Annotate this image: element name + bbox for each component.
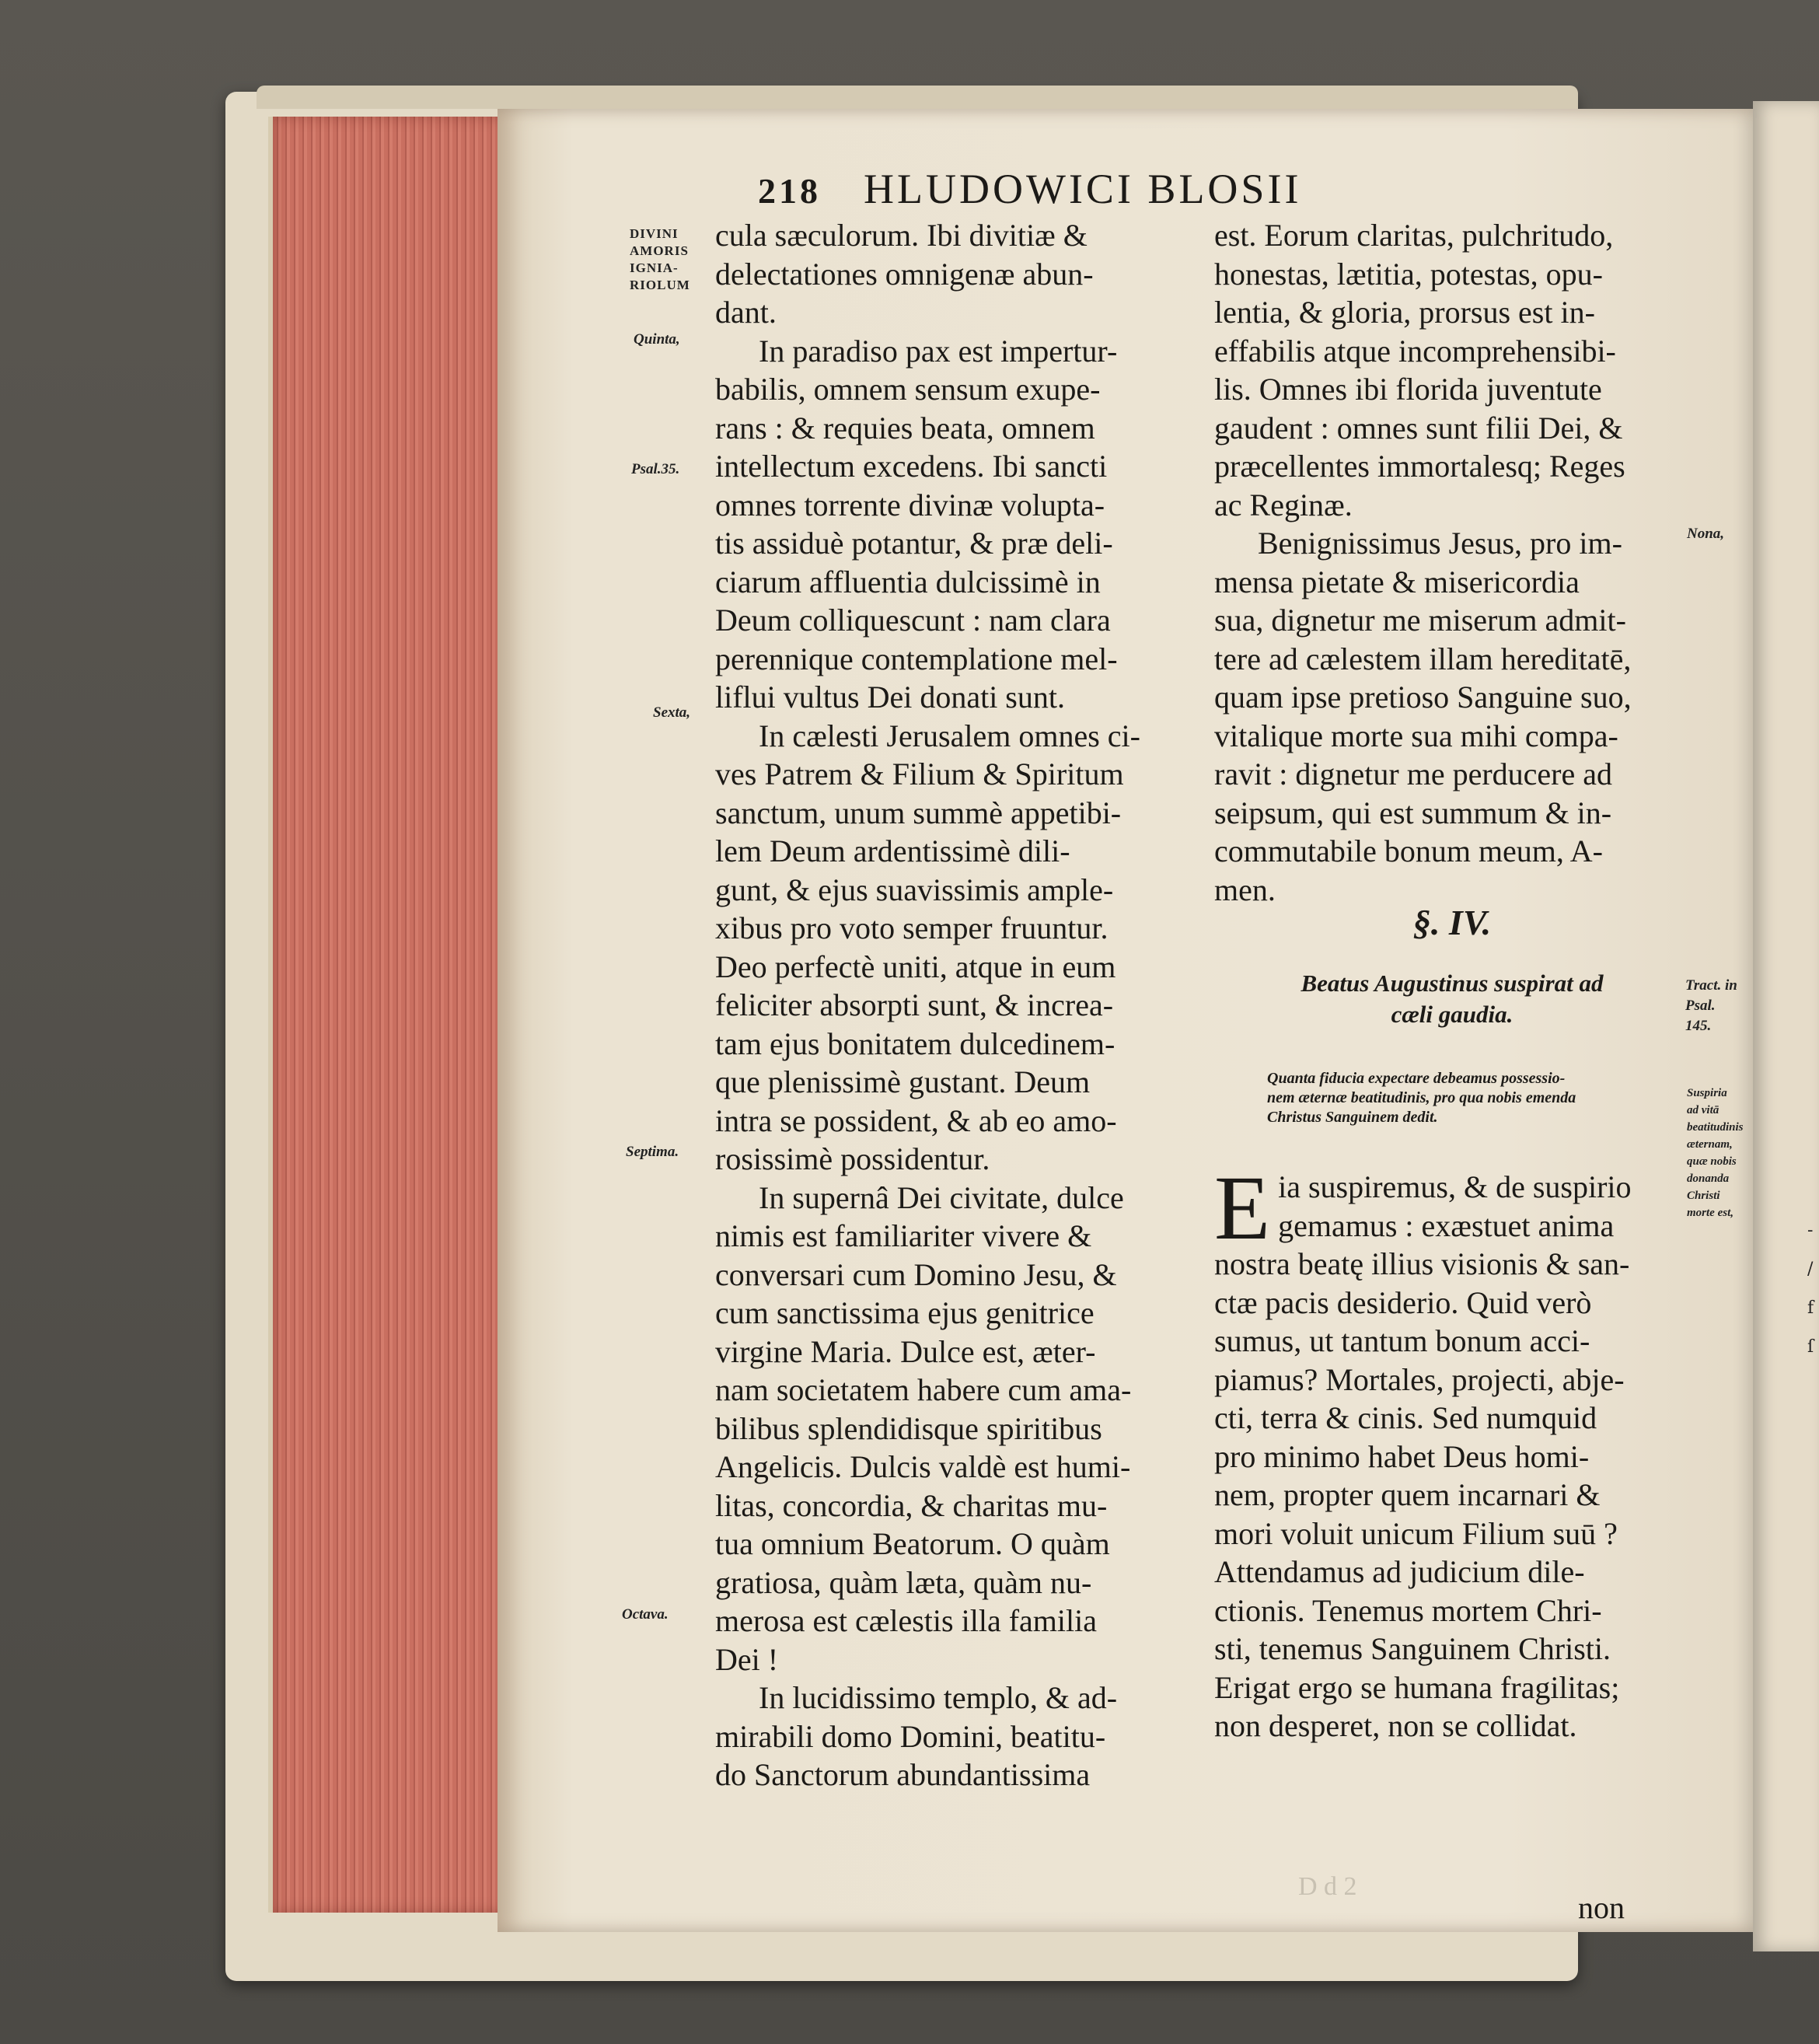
summary-line: nem æternæ beatitudinis, pro qua nobis emenda — [1267, 1089, 1576, 1106]
catchword: non — [1578, 1890, 1625, 1925]
page-number: 218 — [758, 171, 821, 211]
drop-cap: E — [1214, 1168, 1271, 1245]
margin-note-nona: Nona, — [1687, 526, 1725, 542]
text-line: mori voluit unicum Filium suū ? — [1214, 1515, 1618, 1551]
text-line: Deum colliquescunt : nam clara — [715, 603, 1111, 638]
margin-note-quinta: Quinta, — [634, 331, 680, 348]
text-line: tis assiduè potantur, & præ deli- — [715, 526, 1113, 561]
gloss-line: IGNIA- — [630, 260, 679, 275]
text-line: cum sanctissima ejus genitrice — [715, 1295, 1095, 1330]
text-line: rosissimè possidentur. — [715, 1141, 990, 1176]
section-summary — [1267, 1069, 1702, 1127]
text-line: sanctum, unum summè appetibi- — [715, 795, 1122, 830]
gloss-line: DIVINI — [630, 226, 679, 241]
text-line: ciarum affluentia dulcissimè in — [715, 564, 1101, 599]
binding-top-edge — [257, 86, 1578, 109]
facing-page-fragment: - — [1807, 1221, 1814, 1240]
subheading-line: Beatus Augustinus suspirat ad — [1301, 970, 1604, 997]
text-line: mirabili domo Domini, beatitu- — [715, 1718, 1106, 1754]
dropcap-paragraph-start — [1214, 1168, 1690, 1245]
text-line: merosa est cælestis illa familia — [715, 1603, 1097, 1638]
right-column-top — [1214, 216, 1690, 909]
text-line: effabilis atque incomprehensibi- — [1214, 333, 1616, 369]
text-line: pro minimo habet Deus homi- — [1214, 1438, 1590, 1474]
text-line: Deo perfectè uniti, atque in eum — [715, 949, 1116, 984]
text-line: ravit : dignetur me perducere ad — [1214, 756, 1612, 791]
text-line: nam societatem habere cum ama- — [715, 1372, 1132, 1407]
text-line: piamus? Mortales, projecti, abje- — [1214, 1361, 1625, 1397]
text-line: vitalique morte sua mihi compa- — [1214, 718, 1618, 753]
text-line: Attendamus ad judicium dile- — [1214, 1554, 1585, 1589]
facing-page-edge — [1753, 101, 1819, 1951]
text-line: Benignissimus Jesus, pro im- — [1258, 526, 1622, 561]
text-line: In supernâ Dei civitate, dulce — [759, 1179, 1124, 1215]
text-line: lentia, & gloria, prorsus est in- — [1214, 295, 1595, 330]
section-heading: §. IV. — [1412, 903, 1492, 942]
text-line: Angelicis. Dulcis valdè est humi- — [715, 1449, 1131, 1484]
text-line: honestas, lætitia, potestas, opu- — [1214, 256, 1603, 292]
text-line: non desperet, non se collidat. — [1214, 1708, 1577, 1743]
bleed-through-signature: D d 2 — [1298, 1872, 1357, 1901]
left-gloss — [630, 225, 690, 294]
text-line: tam ejus bonitatem dulcedinem- — [715, 1025, 1115, 1061]
text-line: lem Deum ardentissimè dili- — [715, 833, 1070, 868]
facing-page-fragment: ſ — [1807, 1337, 1814, 1357]
text-line: delectationes omnigenæ abun- — [715, 256, 1094, 292]
subheading-line: cæli gaudia. — [1391, 1001, 1514, 1028]
text-line: ctæ pacis desiderio. Quid verò — [1214, 1284, 1592, 1320]
text-line: Dei ! — [715, 1641, 779, 1677]
text-line: sumus, ut tantum bonum acci- — [1214, 1323, 1590, 1358]
summary-line: Christus Sanguinem dedit. — [1267, 1109, 1438, 1126]
text-line: men. — [1214, 872, 1276, 907]
section-subheading — [1214, 968, 1690, 1030]
text-line: conversari cum Domino Jesu, & — [715, 1256, 1117, 1292]
text-line: tua omnium Beatorum. O quàm — [715, 1526, 1110, 1561]
text-line: lis. Omnes ibi florida juventute — [1214, 372, 1602, 407]
text-line: xibus pro voto semper fruuntur. — [715, 910, 1109, 945]
text-line: do Sanctorum abundantissima — [715, 1757, 1091, 1792]
text-line: seipsum, qui est summum & in- — [1214, 795, 1612, 830]
right-column-bottom — [1214, 1168, 1690, 1745]
margin-note-septima: Septima. — [626, 1144, 679, 1160]
text-line: cula sæculorum. Ibi divitiæ & — [715, 218, 1088, 253]
running-header — [758, 165, 1301, 213]
text-line: omnes torrente divinæ volupta- — [715, 487, 1105, 522]
left-column — [715, 216, 1191, 1794]
text-line: cti, terra & cinis. Sed numquid — [1214, 1400, 1597, 1435]
text-line: intellectum excedens. Ibi sancti — [715, 449, 1108, 484]
text-line: rans : & requies beata, omnem — [715, 410, 1095, 445]
text-line: est. Eorum claritas, pulchritudo, — [1214, 218, 1614, 253]
facing-page-fragment: / — [1807, 1260, 1814, 1279]
text-line: gemamus : exæstuet anima — [1278, 1207, 1615, 1243]
text-line: gratiosa, quàm læta, quàm nu- — [715, 1564, 1092, 1600]
text-line: præcellentes immortalesq; Reges — [1214, 449, 1625, 484]
text-line: quam ipse pretioso Sanguine suo, — [1214, 680, 1632, 715]
text-line: feliciter absorpti sunt, & increa- — [715, 987, 1114, 1022]
margin-note-tract: Tract. in Psal. 145. — [1685, 977, 1737, 1034]
text-line: liflui vultus Dei donati sunt. — [715, 680, 1065, 715]
gloss-line: RIOLUM — [630, 278, 690, 292]
text-line: gaudent : omnes sunt filii Dei, & — [1214, 410, 1623, 445]
text-line: tere ad cælestem illam hereditatē, — [1214, 641, 1632, 676]
facing-page-fragment: f — [1807, 1298, 1814, 1318]
text-line: que plenissimè gustant. Deum — [715, 1064, 1091, 1099]
margin-note-suspiria: Suspiria ad vitā beatitudinis æternam, quæ nobis donanda Christi morte est, — [1687, 1087, 1744, 1219]
page-edges-red — [268, 117, 506, 1913]
text-line: virgine Maria. Dulce est, æter- — [715, 1333, 1096, 1369]
text-line: dant. — [715, 295, 777, 330]
text-line: ac Reginæ. — [1214, 487, 1353, 522]
text-line: intra se possident, & ab eo amo- — [715, 1102, 1117, 1138]
running-title: HLUDOWICI BLOSII — [864, 166, 1302, 212]
summary-line: Quanta fiducia expectare debeamus possessio- — [1267, 1070, 1566, 1087]
text-line: nostra beatę illius visionis & san- — [1214, 1246, 1630, 1281]
margin-note-sexta: Sexta, — [653, 704, 691, 721]
text-line: bilibus splendidisque spiritibus — [715, 1410, 1102, 1446]
text-line: mensa pietate & misericordia — [1214, 564, 1580, 599]
text-line: nem, propter quem incarnari & — [1214, 1477, 1601, 1512]
text-line: litas, concordia, & charitas mu- — [715, 1487, 1108, 1523]
margin-note-psalm: Psal.35. — [631, 461, 680, 477]
text-line: In cælesti Jerusalem omnes ci- — [759, 718, 1140, 753]
text-line: nimis est familiariter vivere & — [715, 1218, 1092, 1253]
text-line: In paradiso pax est impertur- — [759, 333, 1118, 369]
text-line: babilis, omnem sensum exupe- — [715, 372, 1101, 407]
text-line: ves Patrem & Filium & Spiritum — [715, 756, 1124, 791]
text-line: Erigat ergo se humana fragilitas; — [1214, 1669, 1620, 1705]
text-line: commutabile bonum meum, A- — [1214, 833, 1603, 868]
book-page — [498, 109, 1753, 1932]
text-line: perennique contemplatione mel- — [715, 641, 1118, 676]
text-line: ia suspiremus, & de suspirio — [1278, 1169, 1632, 1204]
text-line: sti, tenemus Sanguinem Christi. — [1214, 1631, 1611, 1666]
text-line: sua, dignetur me miserum admit- — [1214, 603, 1626, 638]
text-line: gunt, & ejus suavissimis ample- — [715, 872, 1114, 907]
text-line: In lucidissimo templo, & ad- — [759, 1680, 1118, 1715]
gloss-line: AMORIS — [630, 243, 689, 258]
text-line: ctionis. Tenemus mortem Chri- — [1214, 1592, 1602, 1628]
margin-note-octava: Octava. — [622, 1606, 669, 1623]
